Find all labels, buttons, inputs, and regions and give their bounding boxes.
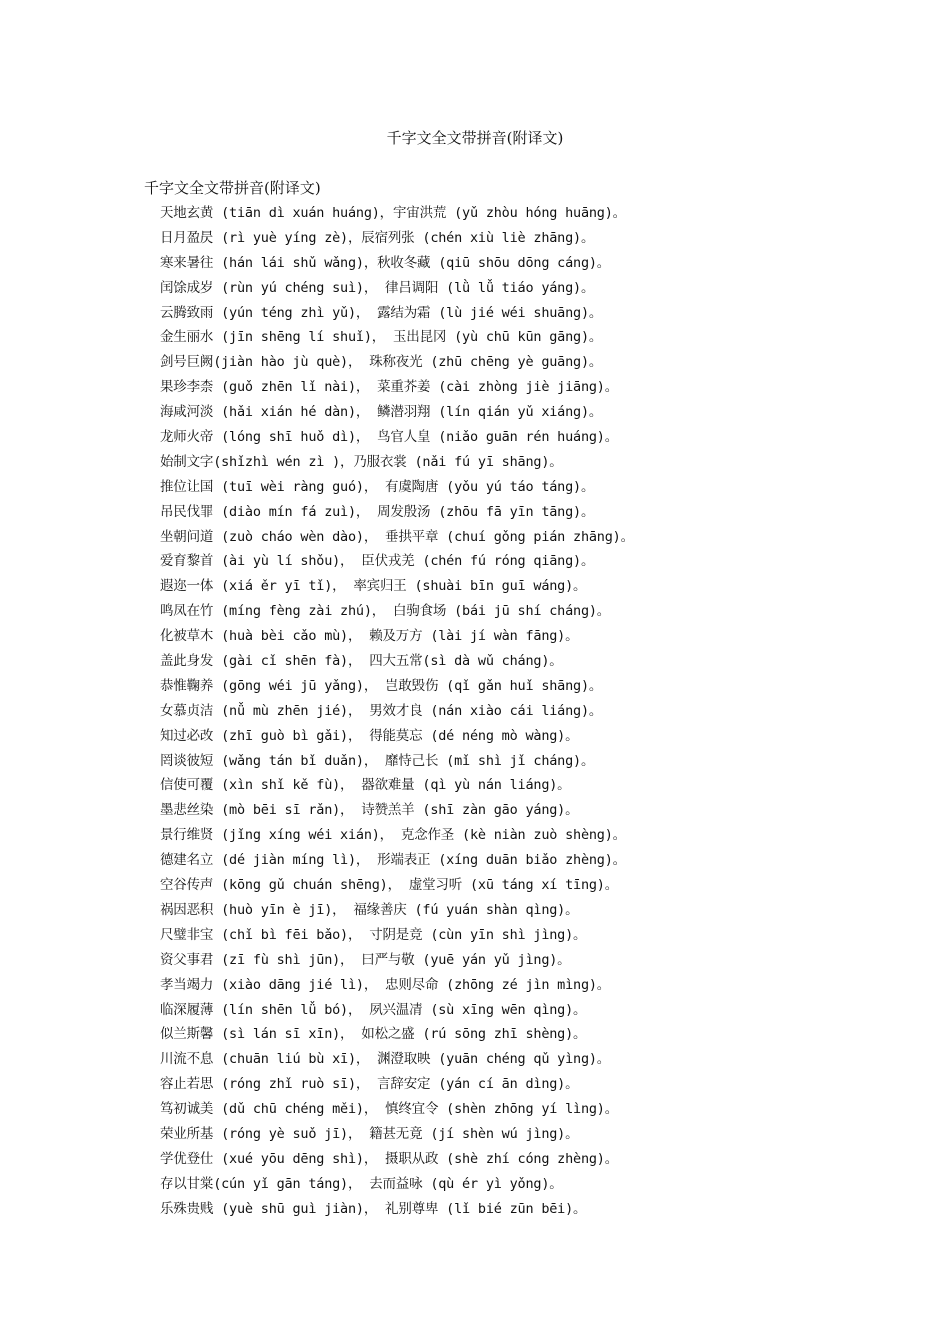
text-line-content: 爱育黎首 (ài yù lí shǒu)， 臣伏戎羌 (chén fú róng qiāng)。 xyxy=(160,553,595,570)
text-line-content: 鸣凤在竹 (míng fèng zài zhú)， 白驹食场 (bái jū shí cháng)。 xyxy=(160,603,611,620)
text-line-content: 金生丽水 (jīn shēng lí shuǐ)， 玉出昆冈 (yù chū kūn gāng)。 xyxy=(160,329,603,346)
text-line-content: 日月盈昃 (rì yuè yíng zè)，辰宿列张 (chén xiù liè zhāng)。 xyxy=(160,229,595,246)
text-line-content: 剑号巨阙(jiàn hào jù què)， 珠称夜光 (zhū chēng yè guāng)。 xyxy=(160,354,603,371)
text-line xyxy=(160,900,634,925)
text-line-content: 资父事君 (zī fù shì jūn)， 曰严与敬 (yuē yán yǔ jìng)。 xyxy=(160,951,571,968)
text-line-content: 存以甘棠(cún yǐ gān táng)， 去而益咏 (qù ér yì yǒng)。 xyxy=(160,1175,563,1192)
text-line-content: 尺璧非宝 (chǐ bì fēi bǎo)， 寸阴是竞 (cùn yīn shì jìng)。 xyxy=(160,926,587,943)
text-line-content: 天地玄黄 (tiān dì xuán huáng)，宇宙洪荒 (yǔ zhòu hóng huāng)。 xyxy=(160,205,626,221)
text-line xyxy=(160,1049,634,1074)
text-line xyxy=(160,502,634,527)
text-line xyxy=(160,1000,634,1025)
text-line-content: 云腾致雨 (yún téng zhì yǔ)， 露结为霜 (lù jié wéi shuāng)。 xyxy=(160,304,603,321)
text-line-content: 知过必改 (zhī guò bì gǎi)， 得能莫忘 (dé néng mò wàng)。 xyxy=(160,727,579,744)
text-line xyxy=(160,751,634,776)
text-line-content: 闰馀成岁 (rùn yú chéng suì)， 律吕调阳 (lǜ lǚ tiáo yáng)。 xyxy=(160,279,595,296)
text-line-content: 笃初诚美 (dǔ chū chéng měi)， 慎终宜令 (shèn zhōng yí lìng)。 xyxy=(160,1101,619,1118)
text-line xyxy=(160,576,634,601)
text-line xyxy=(160,228,634,253)
text-line-content: 龙师火帝 (lóng shī huǒ dì)， 鸟官人皇 (niǎo guān rén huáng)。 xyxy=(160,429,619,446)
text-line xyxy=(160,1124,634,1149)
text-line xyxy=(160,427,634,452)
text-line-content: 恭惟鞠养 (gōng wéi jū yǎng)， 岂敢毁伤 (qǐ gǎn huǐ shāng)。 xyxy=(160,677,603,694)
text-line-content: 临深履薄 (lín shēn lǚ bó)， 夙兴温凊 (sù xīng wēn qìng)。 xyxy=(160,1001,587,1018)
text-line-content: 德建名立 (dé jiàn míng lì)， 形端表正 (xíng duān biǎo zhèng)。 xyxy=(160,852,626,869)
text-line xyxy=(160,477,634,502)
text-line-content: 寒来暑往 (hán lái shǔ wǎng)，秋收冬藏 (qiū shōu dōng cáng)。 xyxy=(160,254,611,271)
text-line-content: 吊民伐罪 (diào mín fá zuì)， 周发殷汤 (zhōu fā yīn tāng)。 xyxy=(160,503,595,520)
text-line xyxy=(160,800,634,825)
text-line xyxy=(160,1024,634,1049)
text-line xyxy=(160,975,634,1000)
text-line xyxy=(160,527,634,552)
document-title: 千字文全文带拼音(附译文) xyxy=(386,129,564,147)
text-line-content: 学优登仕 (xué yōu dēng shì)， 摄职从政 (shè zhí cóng zhèng)。 xyxy=(160,1150,619,1167)
text-line xyxy=(160,651,634,676)
text-line xyxy=(160,726,634,751)
text-line xyxy=(160,925,634,950)
text-line-content: 海咸河淡 (hǎi xián hé dàn)， 鳞潜羽翔 (lín qián yǔ xiáng)。 xyxy=(160,404,603,421)
text-line xyxy=(160,1099,634,1124)
text-line-content: 化被草木 (huà bèi cǎo mù)， 赖及万方 (lài jí wàn fāng)。 xyxy=(160,628,579,645)
text-line-content: 祸因恶积 (huò yīn è jī)， 福缘善庆 (fú yuán shàn qìng)。 xyxy=(160,901,579,918)
text-line-content: 似兰斯馨 (sì lán sī xīn)， 如松之盛 (rú sōng zhī shèng)。 xyxy=(160,1026,587,1043)
text-line-content: 盖此身发 (gài cǐ shēn fà)， 四大五常(sì dà wǔ cháng)。 xyxy=(160,653,563,670)
text-line-content: 信使可覆 (xìn shǐ kě fù)， 器欲难量 (qì yù nán liáng)。 xyxy=(160,777,571,794)
text-line xyxy=(160,253,634,278)
text-line-content: 荣业所基 (róng yè suǒ jī)， 籍甚无竟 (jí shèn wú jìng)。 xyxy=(160,1125,579,1142)
text-line xyxy=(160,1199,634,1224)
text-line xyxy=(160,601,634,626)
text-line xyxy=(160,303,634,328)
text-line xyxy=(160,701,634,726)
text-line xyxy=(160,950,634,975)
text-line-content: 推位让国 (tuī wèi ràng guó)， 有虞陶唐 (yǒu yú táo táng)。 xyxy=(160,478,595,495)
text-line-content: 罔谈彼短 (wǎng tán bǐ duǎn)， 靡恃己长 (mǐ shì jǐ cháng)。 xyxy=(160,752,595,769)
text-line xyxy=(160,352,634,377)
text-line xyxy=(160,1174,634,1199)
text-line-content: 孝当竭力 (xiào dāng jié lì)， 忠则尽命 (zhōng zé jìn mìng)。 xyxy=(160,976,611,993)
text-line xyxy=(160,402,634,427)
text-line-content: 空谷传声 (kōng gǔ chuán shēng)， 虚堂习听 (xū táng xí tīng)。 xyxy=(160,877,619,894)
text-lines xyxy=(160,203,634,1224)
text-line xyxy=(160,1074,634,1099)
text-line xyxy=(160,278,634,303)
text-line xyxy=(160,676,634,701)
text-line xyxy=(160,775,634,800)
text-line-content: 川流不息 (chuān liú bù xī)， 渊澄取映 (yuān chéng qǔ yìng)。 xyxy=(160,1051,611,1068)
text-line-content: 果珍李柰 (guǒ zhēn lǐ nài)， 菜重芥姜 (cài zhòng jiè jiāng)。 xyxy=(160,379,619,396)
text-line-content: 景行维贤 (jǐng xíng wéi xián)， 克念作圣 (kè niàn zuò shèng)。 xyxy=(160,827,626,844)
text-line-content: 始制文字(shǐzhì wén zì )，乃服衣裳 (nǎi fú yī shāng)。 xyxy=(160,453,563,470)
text-line xyxy=(160,1149,634,1174)
text-line-content: 遐迩一体 (xiá ěr yī tǐ)， 率宾归王 (shuài bīn guī wáng)。 xyxy=(160,578,587,595)
text-line-content: 乐殊贵贱 (yuè shū guì jiàn)， 礼别尊卑 (lǐ bié zūn bēi)。 xyxy=(160,1200,587,1217)
text-line xyxy=(160,850,634,875)
section-heading: 千字文全文带拼音(附译文) xyxy=(144,179,321,197)
text-line xyxy=(160,551,634,576)
text-line xyxy=(160,825,634,850)
text-line-content: 容止若思 (róng zhǐ ruò sī)， 言辞安定 (yán cí ān dìng)。 xyxy=(160,1076,579,1093)
text-line xyxy=(160,327,634,352)
text-line xyxy=(160,875,634,900)
text-line-content: 女慕贞洁 (nǚ mù zhēn jié)， 男效才良 (nán xiào cái liáng)。 xyxy=(160,702,603,719)
text-line xyxy=(160,377,634,402)
text-line xyxy=(160,203,634,228)
text-line xyxy=(160,452,634,477)
text-line xyxy=(160,626,634,651)
text-line-content: 坐朝问道 (zuò cháo wèn dào)， 垂拱平章 (chuí gǒng pián zhāng)。 xyxy=(160,528,634,545)
text-line-content: 墨悲丝染 (mò bēi sī rǎn)， 诗赞羔羊 (shī zàn gāo yáng)。 xyxy=(160,802,579,819)
